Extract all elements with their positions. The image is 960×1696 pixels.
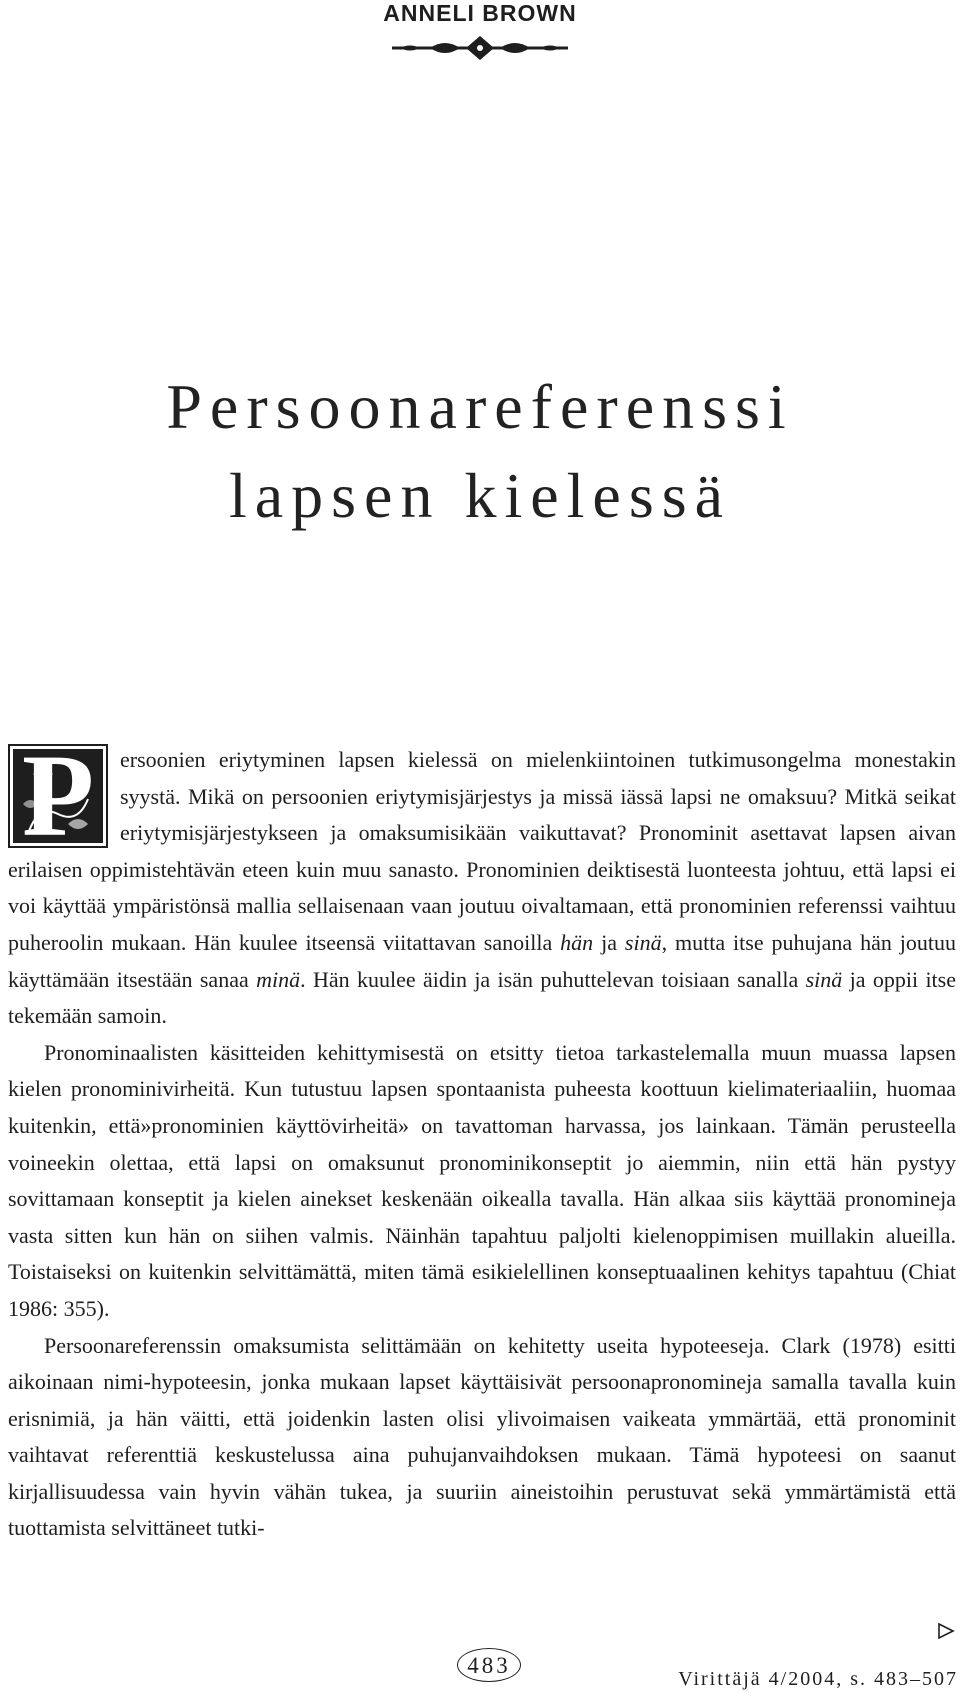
drop-cap <box>8 730 108 861</box>
ornamental-divider-icon <box>390 34 570 62</box>
page-number: 483 <box>457 1648 521 1682</box>
journal-citation: Virittäjä 4/2004, s. 483–507 <box>678 1668 958 1690</box>
paragraph-3: Persoonareferenssin omaksumista selittämään on kehitetty useita hypoteeseja. Clark (1978) esitti aikoinaan nimi-hypoteesin, jonka mukaan lapset käyttäisivät persoonapronomineja samalla tavalla kuin erisnimiä, ja hän väitti, että joidenkin lasten olisi ylivoimaisen vaikeata ymmärtää, että pronominit vaihtavat referenttiä keskustelussa aina puhujanvaihdoksen mukaan. Tämä hypoteesi on saanut kirjallisuudessa vain hyvin vähän tukea, ja suuriin aineistoihin perustuvat sekä ymmärtämistä että tuottamista selvittäneet tutki- <box>8 1332 956 1541</box>
italic-term: hän <box>560 929 594 955</box>
paragraph-1-text: ersoonien eriytyminen lapsen kielessä on mielenkiintoinen tutkimusongelma monestakin syystä. Mikä on persoonien eriytymisjärjestys ja missä iässä lapsi ne omaksuu? Mitkä seikat eriytymisjärjestykseen ja omaksumisikään vaikuttavat? Pronominit asettavat lapsen aivan erilaisen oppimistehtävän eteen kuin muu sanasto. Pronominien deiktisestä luonteesta johtuu, että lapsi ei voi käyttää ympäristönsä mallia sellaisenaan vaan joutuu oivaltamaan, että pronominien referenssi vaihtuu puheroolin mukaan. Hän kuulee itseensä viitattavan sanoilla <box>8 747 956 955</box>
paragraph-1-text: ja oppii itse tekemään samoin. <box>8 966 956 1029</box>
italic-term: minä <box>256 966 301 992</box>
article-body <box>8 730 956 1547</box>
paragraph-1-text: ja <box>593 929 625 955</box>
drop-cap-letter: P <box>21 730 95 861</box>
paragraph-1-text: , mutta itse puhujana hän joutuu käyttämään itsestään sanaa <box>8 929 956 992</box>
author-name: ANNELI BROWN <box>383 0 577 26</box>
paragraph-1 <box>8 730 956 1035</box>
article-title-line-2: lapsen kielessä <box>228 460 732 531</box>
italic-term: sinä <box>624 929 662 955</box>
paragraph-1-text: . Hän kuulee äidin ja isän puhuttelevan toisiaan sanalla <box>300 966 806 992</box>
floral-initial-icon <box>8 730 108 861</box>
article-title-line-1: Persoonareferenssi <box>166 371 794 442</box>
italic-term: sinä <box>805 966 843 992</box>
continue-triangle-icon <box>936 1621 956 1641</box>
paragraph-2: Pronominaalisten käsitteiden kehittymisestä on etsitty tietoa tarkastelemalla muun muassa lapsen kielen pronominivirheitä. Kun tutustuu lapsen spontaanista puheesta koottuun kielimateriaaliin, huomaa kuitenkin, että»pronominien käyttövirheitä» on tavattoman harvassa, jos lainkaan. Tämän perusteella voineekin olettaa, että lapsi on omaksunut pronominikonseptit jo aiemmin, niin että hän pystyy sovittamaan konseptit ja kielen ainekset keskenään oikealla tavalla. Hän alkaa siis käyttää pronomineja vasta sitten kun hän on siihen valmis. Näinhän tapahtuu paljolti kielenoppimisen muillakin alueilla. Toistaiseksi on kuitenkin selvittämättä, miten tämä esikielellinen konseptuaalinen kehitys tapahtuu (Chiat 1986: 355). <box>8 1039 956 1321</box>
